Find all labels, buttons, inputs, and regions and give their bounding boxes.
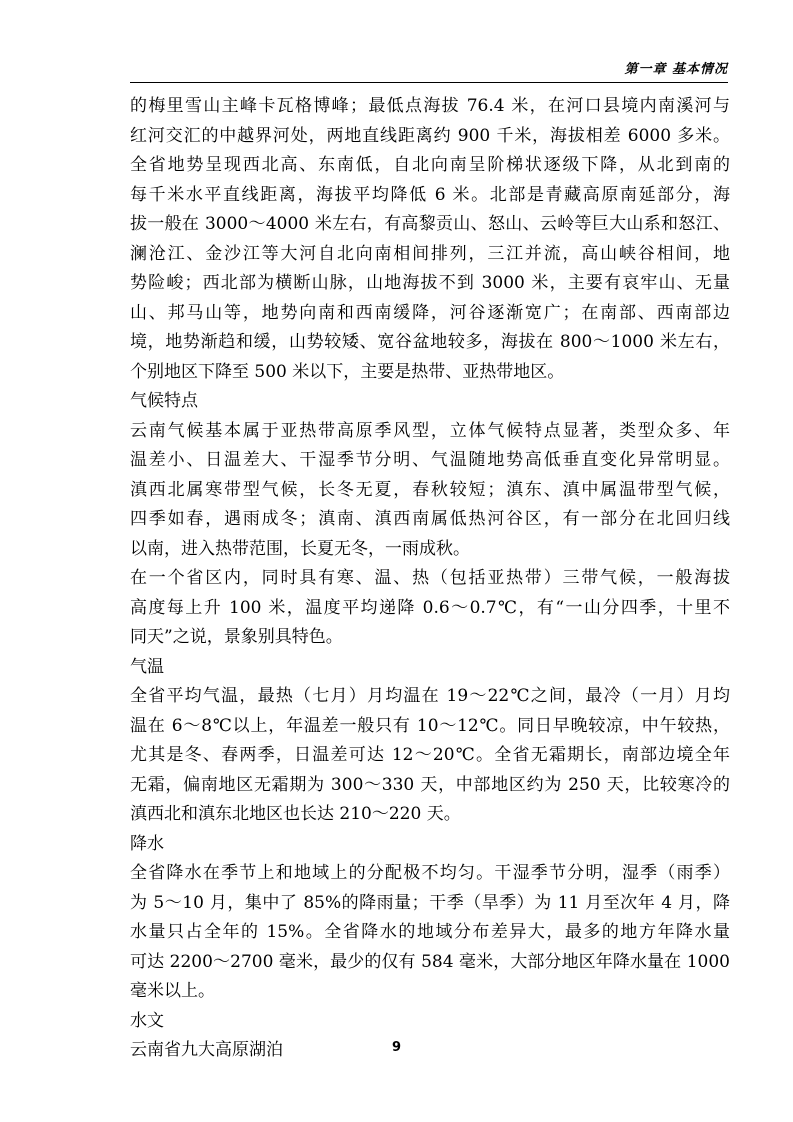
text-line: 为 5～10 月，集中了 85%的降雨量；干季（旱季）为 11 月至次年 4 月，降 [130, 892, 730, 913]
text-line: 无霜，偏南地区无霜期为 300～330 天，中部地区约为 250 天，比较寒冷的 [130, 774, 730, 795]
section-heading-precipitation: 降水 [130, 833, 164, 854]
section-heading-temperature: 气温 [130, 656, 164, 677]
text-line: 全省降水在季节上和地域上的分配极不均匀。干湿季节分明，湿季（雨季） [130, 863, 730, 883]
text-line: 温差小、日温差大、干湿季节分明、气温随地势高低垂直变化异常明显。 [130, 450, 730, 470]
text-line: 山、邦马山等，地势向南和西南缓降，河谷逐渐宽广；在南部、西南部边 [130, 302, 730, 323]
page-header [130, 56, 728, 83]
text-line: 的梅里雪山主峰卡瓦格博峰；最低点海拔 76.4 米，在河口县境内南溪河与 [130, 96, 730, 116]
text-line: 势险峻；西北部为横断山脉，山地海拔不到 3000 米，主要有哀牢山、无量 [130, 273, 730, 293]
text-line: 尤其是冬、春两季，日温差可达 12～20℃。全省无霜期长，南部边境全年 [130, 745, 730, 765]
text-line: 红河交汇的中越界河处，两地直线距离约 900 千米，海拔相差 6000 多米。 [130, 125, 730, 146]
page-number: 9 [391, 1040, 402, 1055]
document-body [130, 92, 730, 1066]
text-line: 拔一般在 3000～4000 米左右，有高黎贡山、怒山、云岭等巨大山系和怒江、 [130, 214, 730, 234]
text-line: 高度每上升 100 米，温度平均递降 0.6～0.7℃，有“一山分四季，十里不 [130, 597, 730, 618]
section-heading-hydrology: 水文 [130, 1010, 164, 1031]
text-line: 水量只占全年的 15%。全省降水的地域分布差异大，最多的地方年降水量 [130, 922, 730, 942]
text-line: 以南，进入热带范围，长夏无冬，一雨成秋。 [130, 538, 470, 559]
text-line: 四季如春，遇雨成冬；滇南、滇西南属低热河谷区，有一部分在北回归线 [130, 509, 730, 529]
text-line: 毫米以上。 [130, 981, 215, 1001]
chapter-title: 第一章 基本情况 [624, 62, 728, 77]
section-heading-climate: 气候特点 [130, 391, 198, 411]
text-line: 澜沧江、金沙江等大河自北向南相间排列，三江并流，高山峡谷相间，地 [130, 243, 730, 264]
text-line: 滇西北属寒带型气候，长冬无夏，春秋较短；滇东、滇中属温带型气候， [130, 479, 730, 500]
text-line: 全省地势呈现西北高、东南低，自北向南呈阶梯状逐级下降，从北到南的 [130, 155, 730, 175]
text-line: 同天”之说，景象别具特色。 [130, 627, 343, 647]
text-line: 温在 6～8℃以上，年温差一般只有 10～12℃。同日早晚较凉，中午较热， [130, 715, 730, 736]
text-line: 在一个省区内，同时具有寒、温、热（包括亚热带）三带气候，一般海拔 [130, 568, 730, 588]
text-line: 可达 2200～2700 毫米，最少的仅有 584 毫米，大部分地区年降水量在 1000 [130, 951, 730, 972]
text-line: 云南气候基本属于亚热带高原季风型，立体气候特点显著，类型众多、年 [130, 420, 730, 441]
text-line: 每千米水平直线距离，海拔平均降低 6 米。北部是青藏高原南延部分，海 [130, 184, 730, 205]
text-line: 滇西北和滇东北地区也长达 210～220 天。 [130, 804, 461, 824]
subsection-heading-lakes: 云南省九大高原湖泊 [130, 1040, 283, 1060]
text-line: 全省平均气温，最热（七月）月均温在 19～22℃之间，最冷（一月）月均 [130, 686, 730, 706]
text-line: 境，地势渐趋和缓，山势较矮、宽谷盆地较多，海拔在 800～1000 米左右， [130, 332, 730, 352]
text-line: 个别地区下降至 500 米以下，主要是热带、亚热带地区。 [130, 361, 565, 382]
